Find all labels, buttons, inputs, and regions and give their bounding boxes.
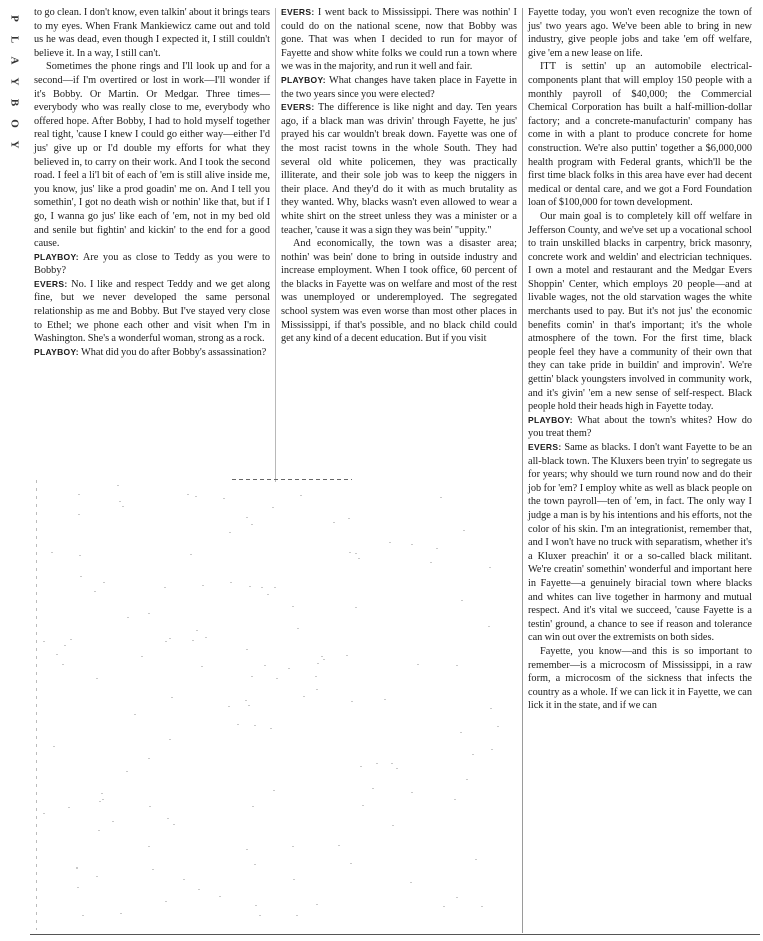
scan-speck (223, 498, 225, 499)
scan-speck (187, 494, 189, 495)
speaker-label: PLAYBOY: (34, 346, 79, 357)
scan-speck (372, 788, 374, 789)
scan-speck (276, 678, 278, 679)
scan-speck (103, 582, 105, 583)
paragraph-text: Fayette today, you won't even recognize the town of jus' two years ago. We've been able to bring in new industry, give people jobs and take 'em off welfare, give 'em a new lease on life. (528, 7, 752, 59)
scan-speck (149, 806, 151, 807)
article-paragraph (281, 101, 517, 237)
scan-speck (229, 532, 231, 533)
scan-speck (316, 689, 318, 690)
scan-speck (259, 915, 261, 916)
scan-speck (126, 771, 128, 772)
scan-speck (101, 793, 103, 794)
sidebar-char: Y (8, 77, 21, 86)
scan-speck (348, 518, 350, 519)
scan-speck (51, 552, 53, 553)
scan-speck (249, 586, 251, 587)
scan-speck (463, 530, 465, 531)
scan-speck (321, 656, 323, 657)
scan-speck (392, 825, 394, 826)
scan-speck (251, 524, 253, 525)
article-paragraph (34, 6, 270, 60)
scan-speck (202, 585, 204, 586)
scan-speck (246, 849, 248, 850)
scan-speck (70, 639, 72, 640)
scan-speck (466, 779, 468, 780)
scan-speck (79, 555, 81, 556)
scan-speck (360, 766, 362, 767)
scan-speck (152, 869, 154, 870)
scan-speck (68, 807, 70, 808)
scan-speck (292, 606, 294, 607)
scan-speck (171, 697, 173, 698)
scan-speck (201, 666, 203, 667)
paragraph-text: What about the town's whites? How do you treat them? (528, 414, 752, 440)
scan-speck (167, 818, 169, 819)
scan-speck (303, 696, 305, 697)
scan-speck (245, 700, 247, 701)
scan-speck (43, 813, 45, 814)
speaker-label: PLAYBOY: (528, 414, 573, 425)
scan-speck (165, 901, 167, 902)
scan-speck (248, 705, 250, 706)
paragraph-text: No. I like and respect Teddy and we get along fine, but we never developed the same personal relationship as me and Bobby. But I've stayed very close to Ethel; we phone each other and visit when I'm in Washington. She's a wonderful woman, strong as a rock. (34, 278, 271, 345)
article-paragraph (34, 251, 270, 278)
scan-speck (274, 587, 276, 588)
scan-speck (53, 746, 55, 747)
scan-speck (246, 649, 248, 650)
scan-speck (297, 628, 299, 629)
paragraph-text: Same as blacks. I don't want Fayette to be an all-black town. The Kluxers been tryin' to segregate us for years; why should we turn round now and do their job for 'em? I employ white as well as black people on the town payroll—ten of 'em, in fact. The only way I judge a man is by his intentions and his efforts, not the color of his skin. I'm an integrationist, remember that, and I won't have no truck with separatism, whether it's a Kluxer preachin' it or a so-called black militant. We're creatin' somethin' wonderful and important here in Fayette—a genuinely biracial town where blacks and whites can live together in harmony and mutual respect. And it's vital we succeed, 'cause Fayette is a testin' ground, a chance to see if reason and tolerance can win out over the extremists on both sides. (528, 442, 752, 644)
scan-speck (456, 897, 458, 898)
scan-speck (195, 496, 197, 497)
scan-speck (389, 542, 391, 543)
sidebar-char: Y (8, 140, 21, 149)
scan-speck (196, 630, 198, 631)
bottom-rule (30, 934, 760, 935)
text-column-3 (528, 6, 752, 713)
paragraph-text: What did you do after Bobby's assassination? (81, 346, 267, 358)
paragraph-text: The difference is like night and day. Ten years ago, if a black man was drivin' through Fayette, he jus' prayed his car wouldn't break down. Fayette was one of the most racist towns in the whole South. They had several old white policemen, they was practically illiterate, and their sole job was to keep the niggers in their place. And they'd do it with as much brutality as they wanted. Why, blacks wasn't even allowed to wear a white shirt on the street unless they was a minister or a teacher, 'cause it was a sign they was bein' "uppity." (281, 102, 518, 236)
scan-speck (338, 845, 340, 846)
scan-speck (252, 806, 254, 807)
speaker-label: PLAYBOY: (34, 251, 79, 262)
scan-speck (77, 887, 79, 888)
scan-speck (346, 655, 348, 656)
scan-speck (355, 607, 357, 608)
scan-speck (362, 805, 364, 806)
scan-speck (475, 859, 477, 860)
article-paragraph (34, 346, 270, 360)
scan-speck (454, 799, 456, 800)
scan-speck (43, 641, 45, 642)
sidebar-char: A (8, 56, 21, 65)
paragraph-text: Fayette, you know—and this is so important to remember—is a microcosm of Mississippi, in a raw form, a microcosm of the sickness that infects the country as a whole. If we can lick it in Fayette, we can lick it in the state, and if we can (528, 645, 752, 712)
scan-speck (192, 640, 194, 641)
sidebar-playboy-vertical (6, 8, 22, 155)
article-paragraph (281, 237, 517, 346)
scan-speck (384, 699, 386, 700)
scan-speck (296, 915, 298, 916)
scan-speck (411, 544, 413, 545)
scan-speck (165, 641, 167, 642)
scan-speck (169, 638, 171, 639)
scan-speck (62, 664, 64, 665)
scan-speck (267, 594, 269, 595)
article-paragraph (528, 645, 752, 713)
scan-speck (436, 548, 438, 549)
scan-speck (461, 600, 463, 601)
scan-speck (112, 821, 114, 822)
scan-speck (122, 506, 124, 507)
scan-speck (315, 676, 317, 677)
scan-speck (127, 617, 129, 618)
scan-speck (288, 668, 290, 669)
scan-speck (119, 501, 121, 502)
sidebar-char: O (8, 119, 21, 128)
article-paragraph (528, 60, 752, 210)
sidebar-char: B (8, 98, 21, 107)
scan-noise (40, 485, 515, 925)
scan-speck (141, 656, 143, 657)
scan-speck (261, 587, 263, 588)
scan-speck (219, 896, 221, 897)
scan-speck (76, 868, 78, 869)
scan-speck (148, 613, 150, 614)
paragraph-text: What changes have taken place in Fayette in the two years since you were elected? (281, 74, 517, 100)
scan-speck (169, 739, 171, 740)
article-paragraph (281, 6, 517, 74)
article-paragraph (528, 210, 752, 414)
scan-speck (237, 724, 239, 725)
scan-speck (99, 801, 101, 802)
scan-speck (391, 763, 393, 764)
speaker-label: PLAYBOY: (281, 74, 326, 85)
article-paragraph (34, 60, 270, 250)
scan-speck (270, 728, 272, 729)
scan-speck (96, 678, 98, 679)
paragraph-text: Our main goal is to completely kill off welfare in Jefferson County, and we've set up a vocational school to train unskilled blacks in carpentry, brick masonry, concrete work and weldin' and electrician techniques. I own a motel and restaurant and the Medgar Evers Shoppin' Center, which employs 20 people—and at livable wages, not the old starvation wages the white merchants used to pay. But it's not jus' the economic benefits comin' in that's important; it's the whole atmosphere of the town. For the first time, black people feel they have a community of their own that they can take pride in buildin' and improvin'. We're gettin' black youngsters involved in community work, and it's givin' 'em a new sense of self-respect. Black people hold their heads high in Fayette today. (528, 210, 752, 413)
scan-speck (80, 576, 82, 577)
scan-speck (272, 507, 274, 508)
speaker-label: EVERS: (281, 102, 315, 113)
scan-speck (316, 904, 318, 905)
scan-speck (490, 708, 492, 709)
scan-speck (96, 876, 98, 877)
paragraph-text: to go clean. I don't know, even talkin' about it brings tears to my eyes. When Frank Mankiewicz came out and told us he was dead, even though I expected it, I still couldn't believe it. In a way, I still can't. (34, 7, 270, 59)
scan-speck (183, 879, 185, 880)
scan-speck (349, 552, 351, 553)
scan-speck (264, 665, 266, 666)
scan-speck (82, 915, 84, 916)
article-paragraph (34, 278, 270, 346)
scan-speck (246, 517, 248, 518)
paragraph-text: I went back to Mississippi. There was nothin' I could do on the national scene, now that Bobby was gone. That was when I decided to run for mayor of Fayette and show white folks we could run a town where we was in the majority, and run it well and fair. (281, 7, 517, 73)
scan-speck (323, 659, 325, 660)
scan-speck (94, 591, 96, 592)
scan-speck (443, 906, 445, 907)
scan-speck (251, 676, 253, 677)
scan-speck (254, 864, 256, 865)
scan-speck (98, 830, 100, 831)
scan-speck (198, 889, 200, 890)
scan-speck (358, 558, 360, 559)
scan-speck (117, 485, 119, 486)
article-paragraph (528, 441, 752, 645)
scan-speck (376, 763, 378, 764)
scan-speck (173, 824, 175, 825)
text-column-1 (34, 6, 270, 359)
scan-speck (488, 626, 490, 627)
scan-speck (134, 714, 136, 715)
margin-rule (36, 480, 37, 930)
scan-speck (64, 645, 66, 646)
scan-speck (350, 863, 352, 864)
paragraph-text: Are you as close to Teddy as you were to Bobby? (34, 251, 270, 277)
section-rule (232, 479, 352, 480)
scan-speck (333, 522, 335, 523)
scan-speck (255, 905, 257, 906)
article-paragraph (528, 414, 752, 441)
article-paragraph (528, 6, 752, 60)
scan-speck (230, 582, 232, 583)
scan-speck (472, 754, 474, 755)
scan-speck (440, 497, 442, 498)
scan-speck (351, 701, 353, 702)
speaker-label: EVERS: (34, 278, 68, 289)
scan-speck (293, 879, 295, 880)
sidebar-char: L (8, 35, 21, 44)
scan-speck (148, 758, 150, 759)
scan-speck (460, 732, 462, 733)
scan-speck (456, 665, 458, 666)
paragraph-text: And economically, the town was a disaster area; nothin' was bein' done to bring in outside industry and increase employment. When I took office, 60 percent of the blacks in Fayette was on welfare and most of the rest was unemployed or underemployed. The segregated school system was even worse than most other places in Mississippi, if that's possible, and no black child could get any kind of a decent education. But if you visit (281, 238, 517, 345)
speaker-label: EVERS: (281, 7, 315, 17)
scan-speck (489, 567, 491, 568)
scan-speck (292, 846, 294, 847)
scan-speck (491, 749, 493, 750)
paragraph-text: ITT is settin' up an automobile electrical-components plant that will employ 150 people with a monthly payroll of $40,000; the Commercial Chemical Corporation has built a half-million-dollar factory; and a concrete-manufacturin' company has come in with a plant to produce concrete for home construction. We're also puttin' together a $6,000,000 health program with Federal grants, which'll be the first time black folks in this area have ever had decent medical or dental care, and we got a Ford Foundation loan of $100,000 for town development. (528, 61, 752, 209)
scan-speck (148, 846, 150, 847)
scan-speck (78, 514, 80, 515)
scan-speck (417, 664, 419, 665)
scan-speck (56, 654, 58, 655)
scan-speck (396, 768, 398, 769)
paragraph-text: Sometimes the phone rings and I'll look up and for a second—if I'm overtired or lost in work—I'll wonder if it's Bobby. Or Martin. Or Medgar. Three times—everybody who was really close to me, everybody who offered hope. After Bobby, I had to hold myself together real tight, 'cause I knew I could go either way—either I'd jus' give up or I'd double my efforts for what they believed in, to carry on their work. And I took the second road. I feel a li'l bit of each of 'em is still alive inside me, you know, jus' like a prod goadin' me on. And I tell you somethin', I got no death wish or nothin' like that, but if I go, I wanna go jus' like each of 'em, not in my bed old and senile but fightin' and kickin' to the end for a good cause. (34, 61, 270, 250)
scan-speck (410, 882, 412, 883)
scan-speck (228, 706, 230, 707)
scan-speck (300, 495, 302, 496)
column-divider (275, 8, 276, 482)
scan-speck (78, 494, 80, 495)
scan-speck (497, 726, 499, 727)
article-paragraph (281, 74, 517, 101)
scan-speck (205, 637, 207, 638)
scan-speck (481, 906, 483, 907)
scan-speck (411, 792, 413, 793)
scan-speck (317, 663, 319, 664)
scan-speck (102, 799, 104, 800)
scan-speck (190, 554, 192, 555)
scan-speck (164, 587, 166, 588)
speaker-label: EVERS: (528, 442, 562, 452)
text-column-2 (281, 6, 517, 346)
scan-speck (254, 725, 256, 726)
sidebar-char: P (8, 15, 21, 22)
scan-speck (430, 562, 432, 563)
column-divider (522, 8, 523, 933)
scan-speck (355, 553, 357, 554)
scan-speck (273, 790, 275, 791)
scan-speck (120, 913, 122, 914)
